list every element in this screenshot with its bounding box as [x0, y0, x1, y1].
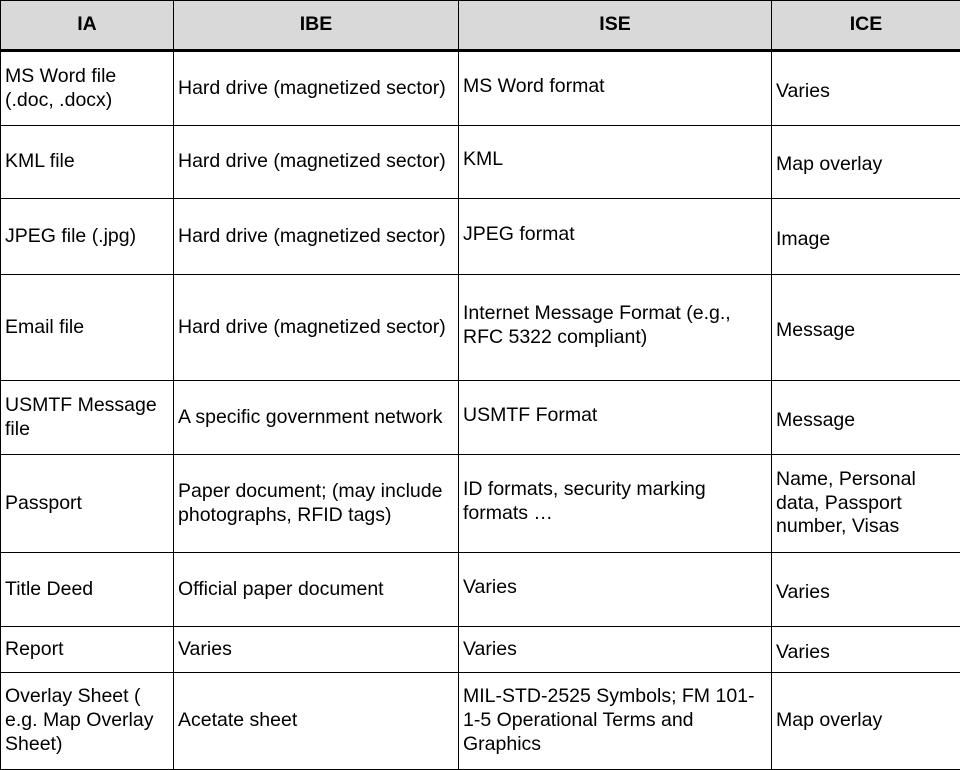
table-row	[1, 275, 960, 381]
table-row	[1, 553, 960, 627]
cell-ibe: A specific government network	[174, 381, 459, 455]
header-ice: ICE	[772, 1, 960, 51]
cell-ia: JPEG file (.jpg)	[1, 199, 174, 275]
cell-ia: KML file	[1, 126, 174, 199]
cell-ibe: Varies	[174, 627, 459, 673]
cell-ise: MIL-STD-2525 Symbols; FM 101-1-5 Operational Terms and Graphics	[459, 673, 772, 770]
cell-ia: USMTF Message file	[1, 381, 174, 455]
table-row	[1, 627, 960, 673]
cell-ibe: Hard drive (magnetized sector)	[174, 199, 459, 275]
cell-ia: Overlay Sheet ( e.g. Map Overlay Sheet)	[1, 673, 174, 770]
cell-ise: USMTF Format	[459, 381, 772, 455]
table-row	[1, 51, 960, 126]
cell-ibe: Hard drive (magnetized sector)	[174, 275, 459, 381]
cell-ia: Passport	[1, 455, 174, 553]
cell-ia: Email file	[1, 275, 174, 381]
table-row	[1, 455, 960, 553]
header-row	[1, 1, 960, 51]
table-row	[1, 126, 960, 199]
header-ia: IA	[1, 1, 174, 51]
table-row	[1, 199, 960, 275]
cell-ise: Varies	[459, 553, 772, 627]
header-ise: ISE	[459, 1, 772, 51]
cell-ise: ID formats, security marking formats …	[459, 455, 772, 553]
cell-ice: Varies	[772, 553, 960, 627]
cell-ibe: Hard drive (magnetized sector)	[174, 126, 459, 199]
cell-ice: Message	[772, 381, 960, 455]
cell-ice: Map overlay	[772, 673, 960, 770]
cell-ise: KML	[459, 126, 772, 199]
cell-ia: MS Word file (.doc, .docx)	[1, 51, 174, 126]
cell-ice: Image	[772, 199, 960, 275]
cell-ise: Varies	[459, 627, 772, 673]
table-row	[1, 673, 960, 770]
table-row	[1, 381, 960, 455]
cell-ice: Varies	[772, 51, 960, 126]
cell-ise: Internet Message Format (e.g., RFC 5322 compliant)	[459, 275, 772, 381]
cell-ia: Title Deed	[1, 553, 174, 627]
cell-ibe: Hard drive (magnetized sector)	[174, 51, 459, 126]
cell-ice: Message	[772, 275, 960, 381]
cell-ibe: Acetate sheet	[174, 673, 459, 770]
cell-ibe: Official paper document	[174, 553, 459, 627]
cell-ia: Report	[1, 627, 174, 673]
cell-ice: Name, Personal data, Passport number, Visas	[772, 455, 960, 553]
cell-ibe: Paper document; (may include photographs, RFID tags)	[174, 455, 459, 553]
cell-ise: MS Word format	[459, 51, 772, 126]
cell-ice: Varies	[772, 627, 960, 673]
cell-ise: JPEG format	[459, 199, 772, 275]
header-ibe: IBE	[174, 1, 459, 51]
cell-ice: Map overlay	[772, 126, 960, 199]
